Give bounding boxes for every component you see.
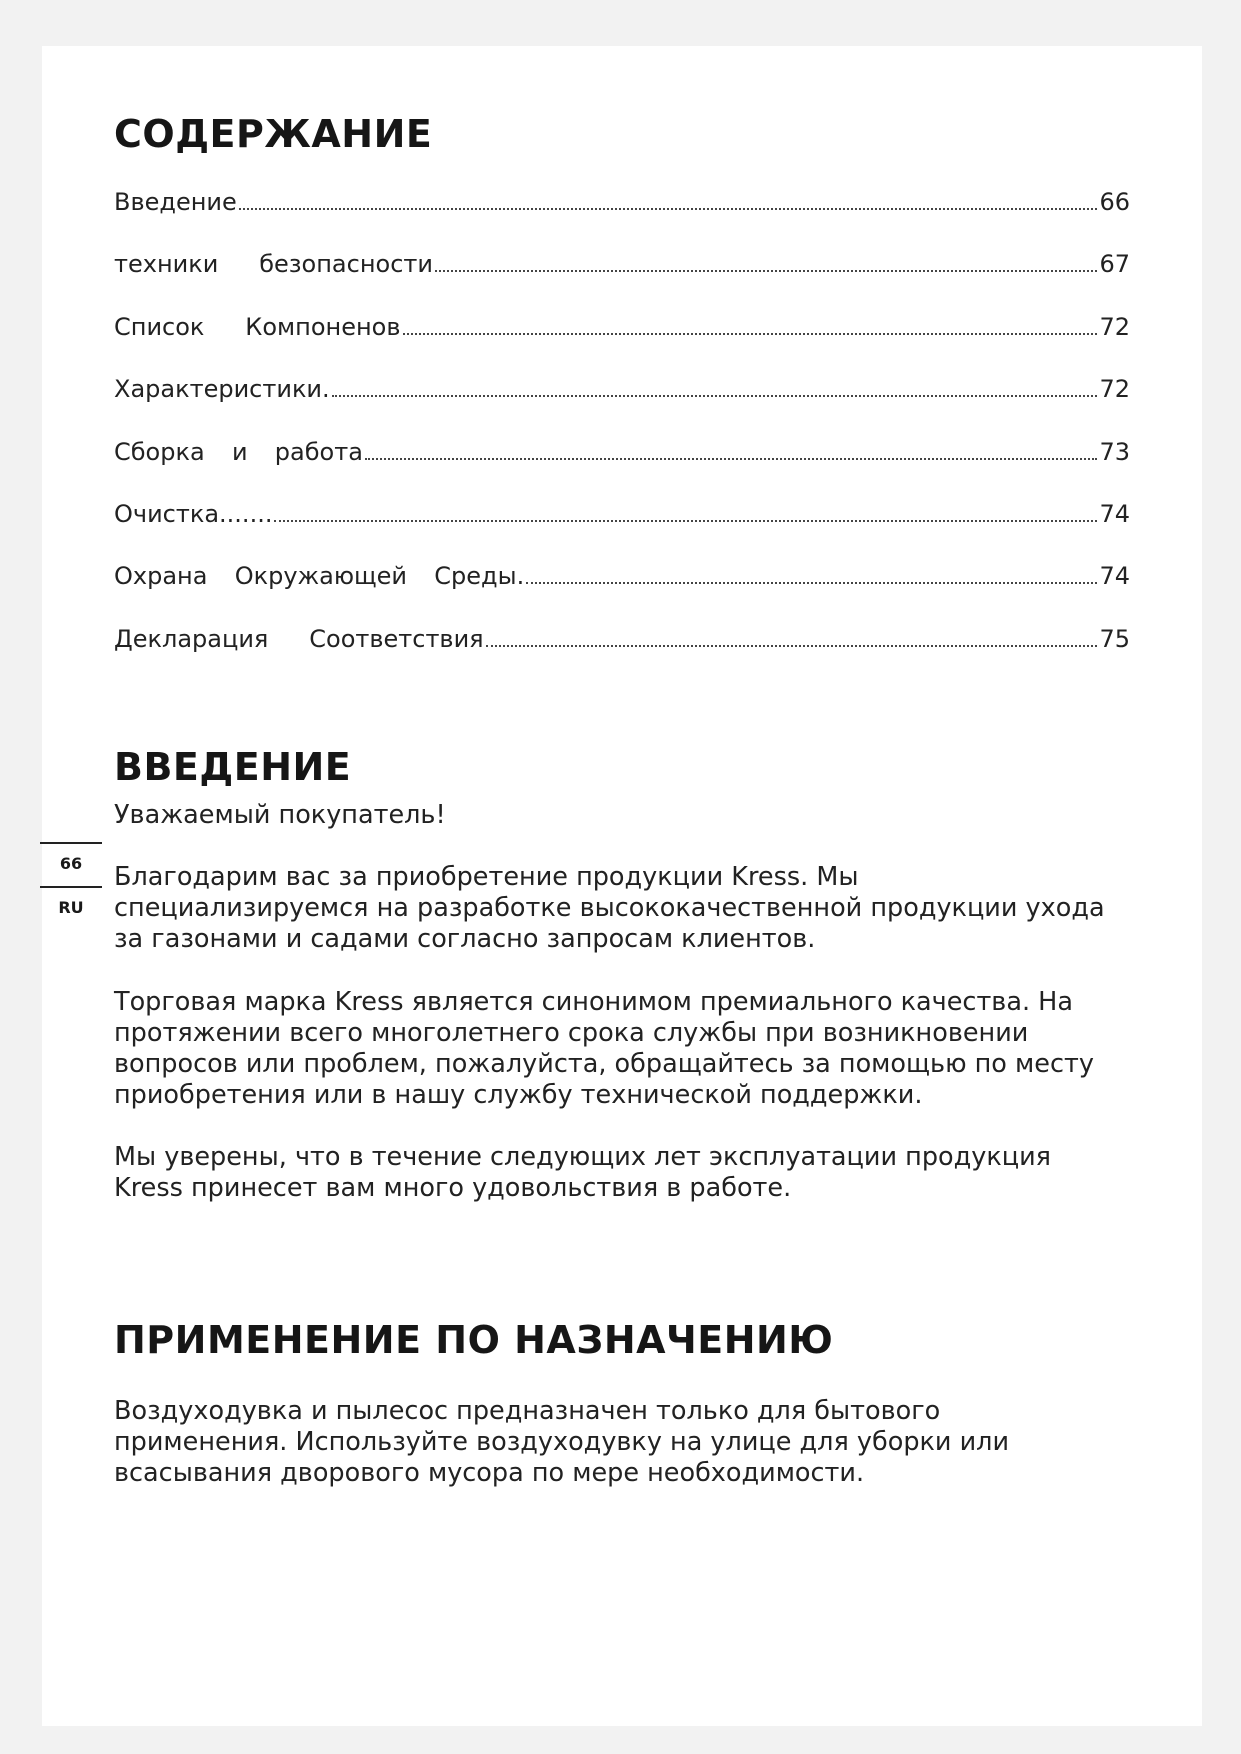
toc-entry-label: техники безопасности: [114, 250, 433, 279]
toc-entry[interactable]: [114, 250, 1130, 312]
toc-leader-dots: [239, 208, 1098, 210]
toc-entry[interactable]: [114, 562, 1130, 624]
language-code: RU: [58, 898, 84, 917]
toc-entry-label: Охрана Окружающей Среды.: [114, 562, 525, 591]
toc-entry-page: 67: [1099, 250, 1130, 279]
side-marker-rule: [40, 842, 102, 844]
toc-entry-label: Сборка и работа: [114, 437, 363, 466]
toc-leader-dots: [332, 395, 1098, 397]
toc-leader-dots: [526, 582, 1097, 584]
toc-leader-dots: [435, 270, 1097, 272]
toc-entry-label: Характеристики.: [114, 375, 330, 404]
toc-entry-label: Введение: [114, 188, 237, 216]
toc-entry-page: 72: [1099, 312, 1130, 341]
page-number: 66: [59, 854, 83, 873]
intro-paragraph: Благодарим вас за приобретение продукции Kress. Мы специализируемся на разработке высококачественной продукции ухода за газонами и садами согласно запросам клиентов.: [114, 862, 1105, 954]
toc-entry-label: Список Компоненов: [114, 312, 401, 341]
toc-heading: СОДЕРЖАНИЕ: [114, 112, 433, 156]
toc-entry-page: 66: [1099, 188, 1130, 216]
toc-entry-label: Очистка.......: [114, 499, 273, 528]
toc-entry[interactable]: [114, 438, 1130, 500]
table-of-contents: [114, 188, 1130, 687]
toc-entry[interactable]: [114, 188, 1130, 250]
toc-leader-dots: [274, 520, 1097, 522]
intro-greeting: Уважаемый покупатель!: [114, 800, 446, 830]
toc-entry[interactable]: [114, 500, 1130, 562]
intro-heading: ВВЕДЕНИЕ: [114, 745, 352, 789]
intended-use-heading: ПРИМЕНЕНИЕ ПО НАЗНАЧЕНИЮ: [114, 1318, 834, 1362]
toc-entry[interactable]: [114, 375, 1130, 437]
side-marker-rule: [40, 886, 102, 888]
page-side-marker: [40, 842, 102, 918]
intended-use-paragraph: Воздуходувка и пылесос предназначен только для бытового применения. Используйте воздуходувку на улице для уборки или всасывания дворового мусора по мере необходимости.: [114, 1396, 1010, 1488]
toc-entry-page: 75: [1099, 624, 1130, 653]
toc-entry[interactable]: [114, 313, 1130, 375]
toc-entry-page: 74: [1099, 562, 1130, 591]
toc-entry-label: Декларация Соответствия: [114, 624, 484, 653]
toc-entry-page: 72: [1099, 375, 1130, 404]
intro-paragraph: Торговая марка Kress является синонимом премиального качества. На протяжении всего многолетнего срока службы при возникновении вопросов или проблем, пожалуйста, обращайтесь за помощью по месту приобретения или в нашу службу технической поддержки.: [114, 987, 1094, 1110]
toc-entry-page: 73: [1099, 437, 1130, 466]
toc-leader-dots: [365, 458, 1098, 460]
toc-entry-page: 74: [1099, 499, 1130, 528]
intro-paragraph: Мы уверены, что в течение следующих лет эксплуатации продукция Kress принесет вам много удовольствия в работе.: [114, 1142, 1052, 1203]
toc-leader-dots: [403, 333, 1098, 335]
toc-entry[interactable]: [114, 625, 1130, 687]
toc-leader-dots: [486, 645, 1098, 647]
